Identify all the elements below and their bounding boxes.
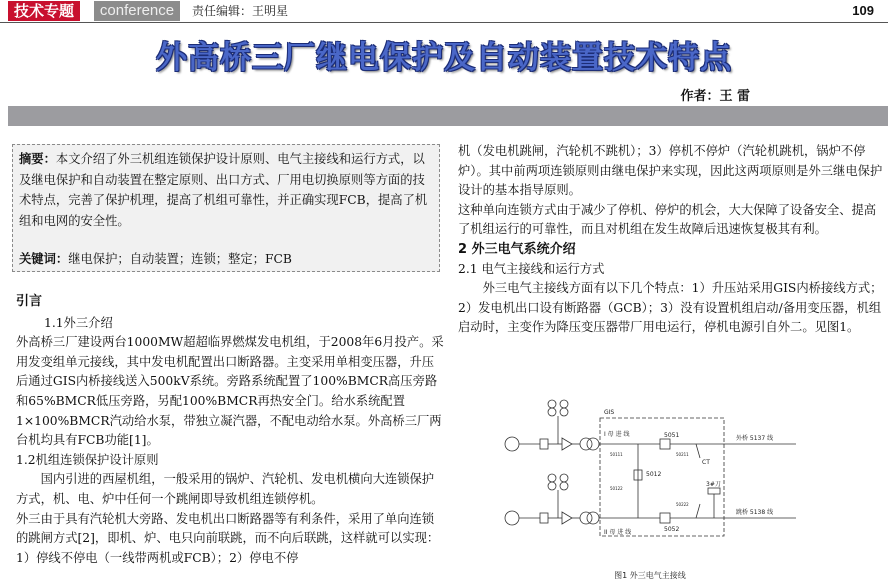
page-number: 109 xyxy=(852,3,874,18)
article-author: 作者：王 雷 xyxy=(680,89,750,104)
abstract-paragraph xyxy=(19,149,433,231)
intro-heading: 引言 xyxy=(16,294,43,309)
gcb-2 xyxy=(540,513,548,523)
paragraph-2-1: 外三电气主接线方面有以下几个特点：1）升压站采用GIS内桥接线方式；2）发电机出口设有断路器（GCB）；3）没有设置机组启动/备用变压器，机组启动时，主变作为降压变压器带厂用电运行，停机电源引自外二。见图1。 xyxy=(458,281,883,335)
generator-2-symbol xyxy=(505,511,519,525)
line-top-label: 外桥 5137 线 xyxy=(736,435,774,442)
title-divider-bar xyxy=(8,106,888,126)
left-column xyxy=(16,292,444,568)
subheading-2-1: 2.1 电气主接线和运行方式 xyxy=(458,261,605,276)
breaker-5012-label: 5012 xyxy=(646,471,662,478)
switch-c-label: 50211 xyxy=(676,452,689,457)
paragraph-1-1: 外高桥三厂建设两台1000MW超超临界燃煤发电机组，于2008年6月投产。采用发变组单元接线，其中发电机配置出口断路器。主变采用单相变压器，升压后通过GIS内桥接线送入500kV系统。旁路系统配置了100%BMCR高压旁路和65%BMCR低压旁路，另配100%BMCR再热安全门。给水系统配置1×100%BMCR汽动给水泵，带独立凝汽器，不配电动给水泵。外高桥三厂两台机均具有FCB功能[1]。 xyxy=(16,335,444,448)
aux-transformer-4b xyxy=(560,482,568,490)
paragraph-1-2a: 国内引进的西屋机组，一般采用的锅炉、汽轮机、发电机横向大连锁保护方式，机、电、炉中任何一个跳闸即导致机组连锁停机。 xyxy=(16,472,435,506)
gis-label: GIS xyxy=(604,409,615,416)
paragraph-1-2b: 外三由于具有汽轮机大旁路、发电机出口断路器等有利条件，采用了单向连锁的跳闸方式[2]，即机、炉、电只向前联跳，而不向后联跳，这样就可以实现：1）停线不停电（一线带两机或FCB）；2）停电不停 xyxy=(16,511,440,565)
paragraph-reliability: 这种单向连锁方式由于减少了停机、停炉的机会，大大保障了设备安全、提高了机组运行的可靠性，而且对机组在发生故障后迅速恢复极其有利。 xyxy=(458,202,877,237)
protection-symbol-2 xyxy=(562,512,572,524)
paragraph-continued: 机（发电机跳闸，汽轮机不跳机）；3）停机不停炉（汽轮机跳机，锅炉不停炉）。其中前两项连锁原则由继电保护来实现，因此这两项原则是外三继电保护设计的基本指导原则。 xyxy=(458,144,883,198)
aux-transformer-2a xyxy=(560,400,568,408)
column-badge-en: conference xyxy=(94,1,180,21)
subheading-1-1: 1.1外三介绍 xyxy=(44,315,113,330)
aux-transformer-3b xyxy=(548,482,556,490)
figure-1 xyxy=(500,394,800,584)
breaker-5052-label: 5052 xyxy=(664,526,680,533)
main-transformer-1a xyxy=(580,438,592,450)
generator-1-symbol xyxy=(505,437,519,451)
gcb-1 xyxy=(540,439,548,449)
aux-transformer-1b xyxy=(548,408,556,416)
aux-transformer-3a xyxy=(548,474,556,482)
subheading-1-2: 1.2机组连锁保护设计原则 xyxy=(16,452,159,467)
keywords-text: 继电保护；自动装置；连锁；整定；FCB xyxy=(68,252,292,266)
figure-caption: 图1 外三电气主接线 xyxy=(614,571,686,580)
bus-bottom-label: II 母 进 线 xyxy=(604,529,632,536)
protection-symbol-1 xyxy=(562,438,572,450)
single-line-diagram xyxy=(500,394,800,570)
article-title: 外高桥三厂继电保护及自动装置技术特点 xyxy=(156,40,732,76)
header-rule xyxy=(0,22,888,23)
editor-credit: 责任编辑：王明星 xyxy=(192,4,289,18)
aux-transformer-4a xyxy=(560,474,568,482)
section-2-heading: 2 外三电气系统介绍 xyxy=(458,241,576,257)
main-transformer-1b xyxy=(587,438,599,450)
keywords-label: 关键词： xyxy=(19,252,69,266)
lp-device xyxy=(708,488,720,494)
abstract-text: 本文介绍了外三机组连锁保护设计原则、电气主接线和运行方式，以及继电保护和自动装置在整定原则、出口方式、厂用电切换原则等方面的技术特点，完善了保护机理，提高了机组可靠性，并正确实现FCB，提高了机组和电网的安全性。 xyxy=(19,152,428,228)
bus-top-label: I 母 进 线 xyxy=(604,431,630,438)
abstract-box xyxy=(12,144,440,272)
column-badge-cn: 技术专题 xyxy=(8,1,80,21)
lp-label: 3#刀 xyxy=(706,481,721,488)
abstract-label: 摘要： xyxy=(19,152,56,166)
switch-d-label: 50222 xyxy=(676,502,689,507)
aux-transformer-2b xyxy=(560,408,568,416)
switch-b-label: 50122 xyxy=(610,486,623,491)
page-header xyxy=(0,0,888,22)
switch-a-label: 50111 xyxy=(610,452,623,457)
breaker-5051-label: 5051 xyxy=(664,432,680,439)
keywords-paragraph xyxy=(19,249,433,270)
right-column xyxy=(458,142,886,338)
aux-transformer-1a xyxy=(548,400,556,408)
breaker-5052 xyxy=(660,513,670,523)
line-bottom-label: 跳桥 5138 线 xyxy=(736,509,774,516)
ct-label: CT xyxy=(702,459,710,466)
main-transformer-2b xyxy=(587,512,599,524)
breaker-5051 xyxy=(660,439,670,449)
main-transformer-2a xyxy=(580,512,592,524)
